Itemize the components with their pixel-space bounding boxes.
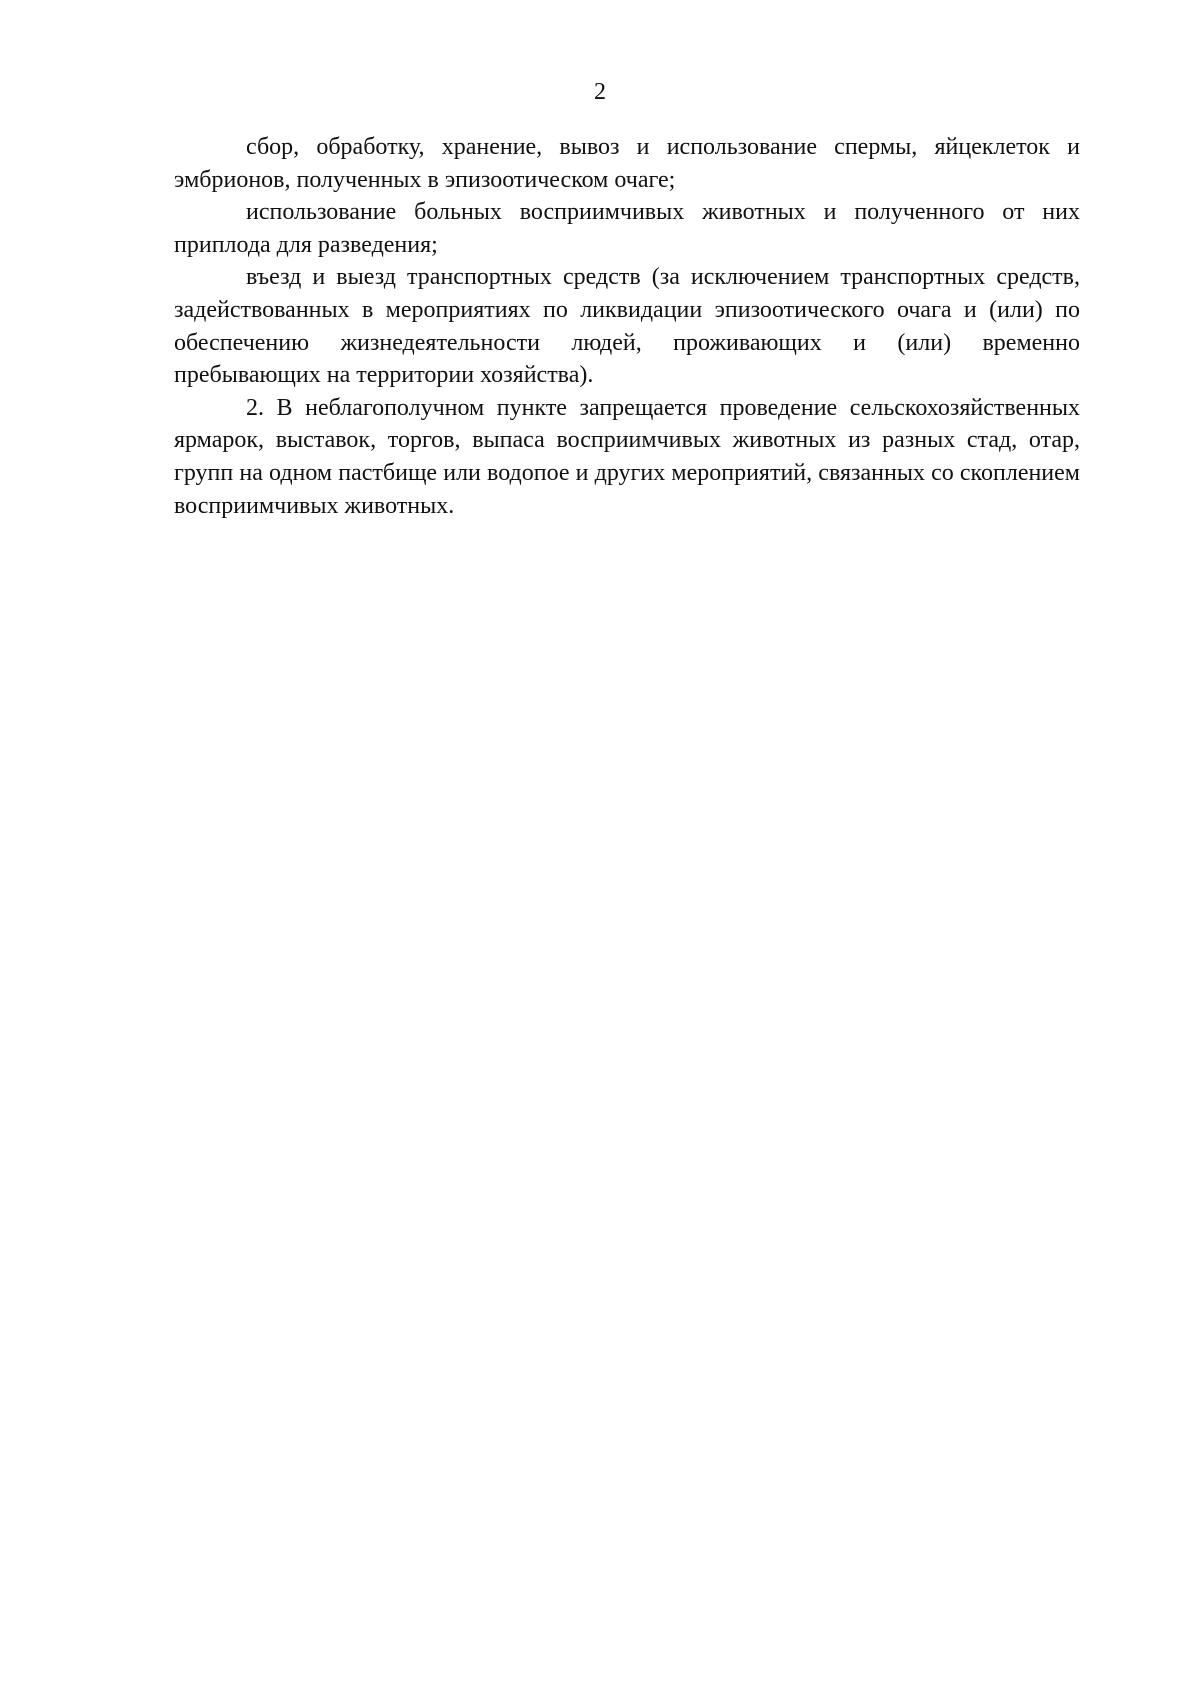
document-body [174,131,1080,522]
paragraph-item-2: 2. В неблагополучном пункте запрещается проведение сельскохозяйственных ярмарок, выставок, торгов, выпаса восприимчивых животных из разных стад, отар, групп на одном пастбище или водопое и других мероприятий, связанных со скоплением восприимчивых животных. [174,394,1080,519]
paragraph-vehicle-entry: въезд и выезд транспортных средств (за исключением транспортных средств, задействованных в мероприятиях по ликвидации эпизоотического очага и (или) по обеспечению жизнедеятельности людей, проживающих и (или) временно пребывающих на территории хозяйства). [174,264,1080,389]
paragraph-semen-handling: сбор, обработку, хранение, вывоз и использование спермы, яйцеклеток и эмбрионов, полученных в эпизоотическом очаге; [174,134,1080,193]
paragraph-animal-breeding: использование больных восприимчивых животных и полученного от них приплода для разведения; [174,199,1080,258]
page-number: 2 [594,79,606,105]
